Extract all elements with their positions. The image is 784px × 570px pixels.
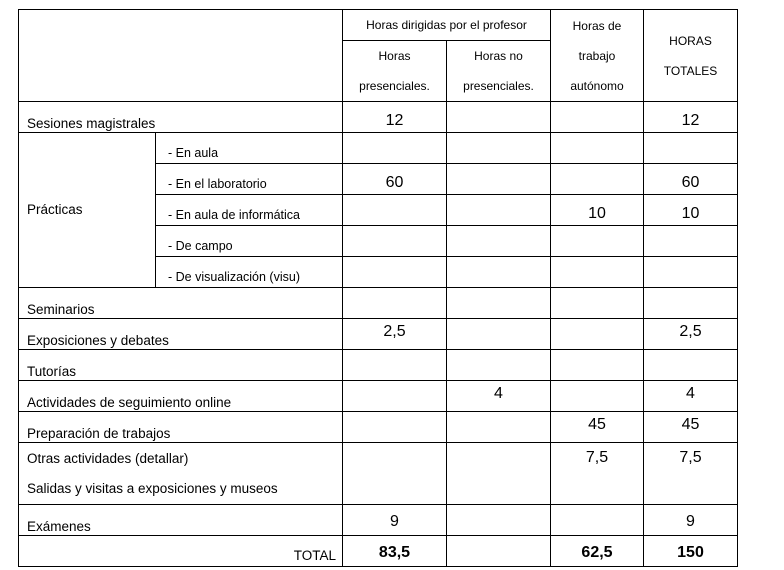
- hours-table-container: [18, 9, 738, 567]
- cell-visu-totales: [644, 257, 738, 288]
- row-label-trabajos: Preparación de trabajos: [19, 412, 343, 443]
- cell-exposiciones-autonomo: [551, 319, 644, 350]
- cell-exposiciones-totales: 2,5: [644, 319, 738, 350]
- cell-online-totales: 4: [644, 381, 738, 412]
- cell-trabajos-no-presenciales: [447, 412, 551, 443]
- header-empty-cell: [19, 10, 343, 102]
- header-totales-line2: TOTALES: [663, 63, 718, 78]
- header-autonomo-line1: Horas de: [572, 18, 622, 33]
- cell-total-autonomo: 62,5: [551, 536, 644, 567]
- cell-online-presenciales: [343, 381, 447, 412]
- cell-seminarios-autonomo: [551, 288, 644, 319]
- cell-laboratorio-totales: 60: [644, 164, 738, 195]
- table-row: [19, 443, 738, 505]
- cell-informatica-totales: 10: [644, 195, 738, 226]
- header-totales-line1: HORAS: [669, 33, 712, 48]
- cell-online-no-presenciales: 4: [447, 381, 551, 412]
- header-autonomo-line3: autónomo: [570, 78, 624, 93]
- header-autonomo: [551, 10, 644, 102]
- row-label-seminarios: Seminarios: [19, 288, 343, 319]
- cell-informatica-autonomo: 10: [551, 195, 644, 226]
- cell-otras-autonomo: 7,5: [551, 443, 644, 505]
- row-label-online: Actividades de seguimiento online: [19, 381, 343, 412]
- cell-exposiciones-no-presenciales: [447, 319, 551, 350]
- row-label-otras-line1: Otras actividades (detallar): [27, 450, 189, 466]
- table-row: [19, 381, 738, 412]
- cell-visu-autonomo: [551, 257, 644, 288]
- cell-otras-no-presenciales: [447, 443, 551, 505]
- row-label-practicas-informatica: - En aula de informática: [156, 195, 343, 226]
- cell-examenes-no-presenciales: [447, 505, 551, 536]
- row-label-exposiciones: Exposiciones y debates: [19, 319, 343, 350]
- cell-campo-totales: [644, 226, 738, 257]
- cell-seminarios-totales: [644, 288, 738, 319]
- table-row: [19, 505, 738, 536]
- header-no-presenciales-line2: presenciales.: [463, 79, 534, 93]
- row-label-otras: [19, 443, 343, 505]
- cell-tutorias-presenciales: [343, 350, 447, 381]
- cell-laboratorio-no-presenciales: [447, 164, 551, 195]
- row-label-total: TOTAL: [19, 536, 343, 567]
- header-presenciales-line2: presenciales.: [359, 79, 430, 93]
- table-row: [19, 288, 738, 319]
- cell-trabajos-presenciales: [343, 412, 447, 443]
- header-presenciales: [343, 41, 447, 102]
- row-label-practicas-campo: - De campo: [156, 226, 343, 257]
- cell-exposiciones-presenciales: 2,5: [343, 319, 447, 350]
- cell-aula-autonomo: [551, 133, 644, 164]
- cell-trabajos-totales: 45: [644, 412, 738, 443]
- row-label-practicas-visu: - De visualización (visu): [156, 257, 343, 288]
- cell-laboratorio-autonomo: [551, 164, 644, 195]
- cell-sesiones-presenciales: 12: [343, 102, 447, 133]
- cell-seminarios-no-presenciales: [447, 288, 551, 319]
- table-row-total: [19, 536, 738, 567]
- cell-laboratorio-presenciales: 60: [343, 164, 447, 195]
- cell-online-autonomo: [551, 381, 644, 412]
- header-no-presenciales: [447, 41, 551, 102]
- cell-visu-no-presenciales: [447, 257, 551, 288]
- header-no-presenciales-line1: Horas no: [474, 49, 523, 63]
- cell-aula-totales: [644, 133, 738, 164]
- row-label-practicas-laboratorio: - En el laboratorio: [156, 164, 343, 195]
- table-row: [19, 133, 738, 164]
- cell-sesiones-autonomo: [551, 102, 644, 133]
- cell-examenes-presenciales: 9: [343, 505, 447, 536]
- header-dirigidas: Horas dirigidas por el profesor: [343, 10, 551, 41]
- cell-seminarios-presenciales: [343, 288, 447, 319]
- cell-informatica-no-presenciales: [447, 195, 551, 226]
- table-row: [19, 350, 738, 381]
- row-label-practicas: Prácticas: [19, 133, 156, 288]
- cell-visu-presenciales: [343, 257, 447, 288]
- cell-aula-no-presenciales: [447, 133, 551, 164]
- cell-campo-autonomo: [551, 226, 644, 257]
- table-row: [19, 412, 738, 443]
- hours-table: [18, 9, 738, 567]
- row-label-practicas-aula: - En aula: [156, 133, 343, 164]
- cell-otras-totales: 7,5: [644, 443, 738, 505]
- cell-total-presenciales: 83,5: [343, 536, 447, 567]
- row-label-sesiones: Sesiones magistrales: [19, 102, 343, 133]
- cell-examenes-totales: 9: [644, 505, 738, 536]
- cell-trabajos-autonomo: 45: [551, 412, 644, 443]
- cell-total-no-presenciales: [447, 536, 551, 567]
- cell-examenes-autonomo: [551, 505, 644, 536]
- cell-tutorias-totales: [644, 350, 738, 381]
- row-label-examenes: Exámenes: [19, 505, 343, 536]
- cell-informatica-presenciales: [343, 195, 447, 226]
- cell-campo-no-presenciales: [447, 226, 551, 257]
- row-label-otras-line2: Salidas y visitas a exposiciones y museos: [27, 480, 278, 496]
- table-row: [19, 102, 738, 133]
- cell-aula-presenciales: [343, 133, 447, 164]
- cell-otras-presenciales: [343, 443, 447, 505]
- cell-total-totales: 150: [644, 536, 738, 567]
- row-label-tutorias: Tutorías: [19, 350, 343, 381]
- cell-sesiones-totales: 12: [644, 102, 738, 133]
- cell-tutorias-autonomo: [551, 350, 644, 381]
- header-presenciales-line1: Horas: [378, 49, 411, 63]
- cell-sesiones-no-presenciales: [447, 102, 551, 133]
- cell-tutorias-no-presenciales: [447, 350, 551, 381]
- header-totales: [644, 10, 738, 102]
- table-row: [19, 319, 738, 350]
- cell-campo-presenciales: [343, 226, 447, 257]
- header-autonomo-line2: trabajo: [578, 48, 616, 63]
